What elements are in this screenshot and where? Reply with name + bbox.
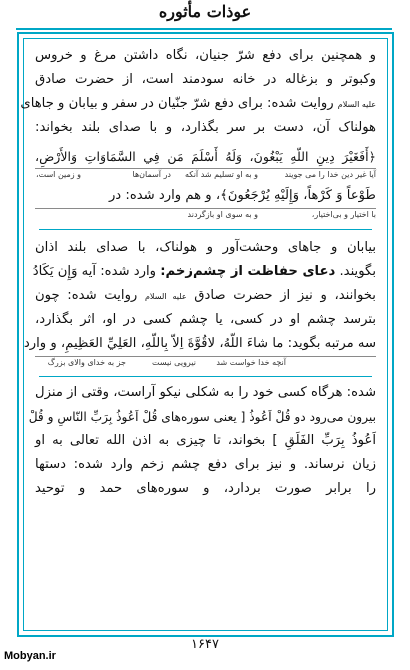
gloss-row-1: [35, 170, 376, 182]
section-heading: دعای حفاظت از چشم‌زخم:: [160, 264, 336, 279]
gloss-3-a: آنچه خدا خواست شد: [216, 358, 286, 367]
body-line-9: [23, 334, 376, 354]
gloss-3-b: نیرویی نیست: [152, 358, 196, 367]
body-line-1: و همچنین برای دفع شرّ جنیان، نگاه داشتن مرغ و خروس: [35, 48, 376, 63]
gloss-1-d: و زمین است،: [36, 170, 81, 179]
separator-1: [39, 229, 372, 230]
honorific-2: علیه السلام: [144, 292, 187, 301]
separator-2: [39, 376, 372, 377]
verse-2-persian: ، و هم وارد شده: در: [108, 188, 221, 203]
gloss-1-c: در آسمان‌ها: [132, 170, 171, 179]
body-line-6-b: وارد شده: آیه وَإِن يَكَادُ: [32, 264, 157, 279]
gloss-underline-1: [35, 168, 376, 169]
body-line-13: زیان نرساند. و نیز برای دفع چشم زخم وارد شده: دستها: [35, 457, 376, 472]
site-watermark: Mobyan.ir: [4, 650, 56, 662]
body-line-4: هولناک آن، دست بر سر بگذارد، و با صدای بلند بخواند:: [35, 120, 376, 135]
body-line-3: [20, 94, 376, 115]
body-line-10: شده: هرگاه کسی خود را به شکلی نیکو آراست، وقتی از منزل: [35, 385, 376, 400]
dhikr-arabic: ما شاءَ اللّهُ، لاقُوَّةَ اِلاّ بِاللّهِ، العَلِيِّ العَظِيمِ: [65, 336, 284, 351]
gloss-2-a: با اختیار و بی‌اختیار،: [311, 210, 376, 219]
page-frame: [17, 32, 394, 637]
body-line-6: [32, 262, 376, 282]
body-line-7-a: بخوانند، و نیز از حضرت صادق: [194, 288, 376, 303]
body-line-14: را برابر صورت بردارد، و سوره‌های حمد و توحید: [35, 481, 376, 496]
body-line-7: [35, 286, 376, 307]
gloss-row-3: [35, 358, 376, 370]
body-line-5: بیابان و جاهای وحشت‌آور و هولناک، با صدای بلند اذان: [35, 240, 376, 255]
gloss-1-b: و به او تسلیم شد آنکه: [185, 170, 258, 179]
body-line-9-b: ، و وارد: [23, 336, 66, 351]
honorific-1: علیه السلام: [337, 100, 376, 109]
verse-2-arabic: طَوْعاً وَ كَرْهاً، وَإِلَيْهِ يُرْجَعُونَ﴾: [220, 188, 376, 203]
body-line-8: بترسد چشم او در کسی، یا چشم کسی در او، اثر بگذارد،: [35, 312, 376, 327]
gloss-underline-2: [35, 208, 376, 209]
body-line-3-text: روایت شده: برای دفع شرّ جنّیان در سفر و بیابان و جاهای: [20, 96, 334, 111]
gloss-row-2: [35, 210, 376, 222]
gloss-2-b: و به سوی او بازگردند: [187, 210, 258, 219]
body-line-7-b: روایت شده: چون: [35, 288, 138, 303]
body-line-11: بیرون می‌رود دو قُلْ اَعُوذُ [ یعنی سوره‌های قُلْ اَعُوذُ بِرَبِّ النّاسِ و قُلْ: [28, 410, 376, 424]
gloss-3-c: جز به خدای والای بزرگ: [47, 358, 126, 367]
page-number: ۱۶۴۷: [191, 637, 219, 652]
gloss-1-a: آیا غیر دین خدا را می جویند: [284, 170, 376, 179]
page-header-title: عوذات مأثوره: [158, 2, 252, 21]
verse-line-2: [35, 186, 376, 206]
body-line-12: اَعُوذُ بِرَبِّ الفَلَقِ ] بخواند، تا چیزی به اذن الله تعالی به او: [35, 433, 376, 448]
verse-line-1: ﴿أَفَغَيْرَ دِينِ اللّهِ يَبْغُونَ، وَلَهُ أَسْلَمَ مَن فِي السَّمَاوَاتِ وَالأَرْضِ،: [35, 149, 376, 164]
body-line-9-a: سه مرتبه بگوید:: [287, 336, 376, 351]
body-line-2: [35, 70, 376, 90]
header-rule: [16, 28, 392, 30]
gloss-underline-3: [35, 356, 376, 357]
body-line-2-text: وکبوتر و بزغاله در خانه سودمند است، از حضرت صادق: [35, 72, 376, 87]
body-line-6-a: بگویند.: [339, 264, 376, 279]
